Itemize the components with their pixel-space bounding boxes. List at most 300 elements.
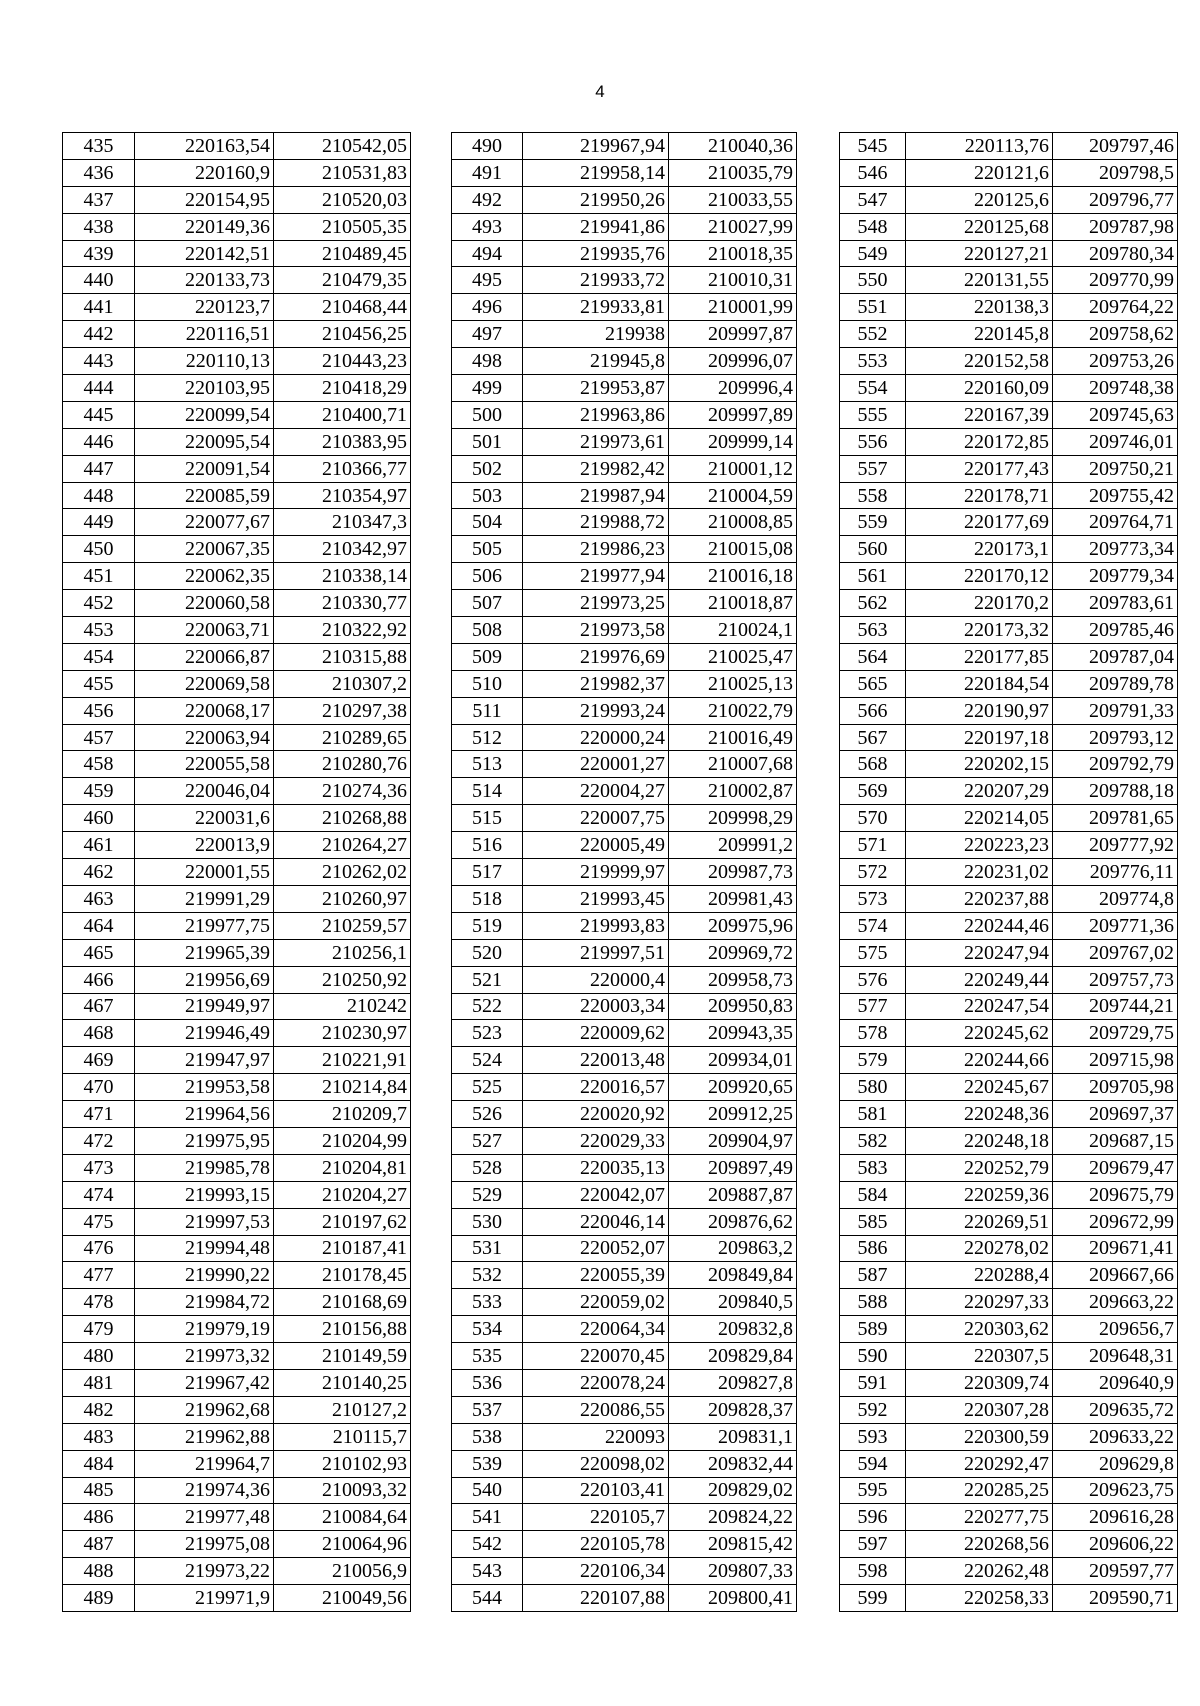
y-coordinate-cell: 210010,31 <box>669 267 797 294</box>
x-coordinate-cell: 219971,9 <box>135 1585 274 1612</box>
point-number-cell: 526 <box>452 1101 523 1128</box>
point-number-cell: 462 <box>63 859 135 886</box>
x-coordinate-cell: 220231,02 <box>906 859 1053 886</box>
y-coordinate-cell: 209950,83 <box>669 993 797 1020</box>
y-coordinate-cell: 209767,02 <box>1053 939 1178 966</box>
table-row <box>840 832 1178 859</box>
y-coordinate-cell: 210197,62 <box>274 1208 411 1235</box>
y-coordinate-cell: 209729,75 <box>1053 1020 1178 1047</box>
y-coordinate-cell: 209981,43 <box>669 885 797 912</box>
x-coordinate-cell: 219988,72 <box>523 509 669 536</box>
point-number-cell: 517 <box>452 859 523 886</box>
y-coordinate-cell: 210001,12 <box>669 455 797 482</box>
x-coordinate-cell: 220059,02 <box>523 1289 669 1316</box>
point-number-cell: 591 <box>840 1369 906 1396</box>
y-coordinate-cell: 209755,42 <box>1053 482 1178 509</box>
x-coordinate-cell: 220069,58 <box>135 670 274 697</box>
x-coordinate-cell: 220170,2 <box>906 590 1053 617</box>
point-number-cell: 495 <box>452 267 523 294</box>
table-row <box>452 348 797 375</box>
x-coordinate-cell: 220244,46 <box>906 912 1053 939</box>
y-coordinate-cell: 210204,27 <box>274 1181 411 1208</box>
x-coordinate-cell: 220288,4 <box>906 1262 1053 1289</box>
point-number-cell: 583 <box>840 1154 906 1181</box>
y-coordinate-cell: 210064,96 <box>274 1531 411 1558</box>
y-coordinate-cell: 209876,62 <box>669 1208 797 1235</box>
x-coordinate-cell: 220258,33 <box>906 1585 1053 1612</box>
x-coordinate-cell: 219953,58 <box>135 1074 274 1101</box>
x-coordinate-cell: 220307,28 <box>906 1396 1053 1423</box>
x-coordinate-cell: 219993,15 <box>135 1181 274 1208</box>
y-coordinate-cell: 209943,35 <box>669 1020 797 1047</box>
x-coordinate-cell: 220173,1 <box>906 536 1053 563</box>
point-number-cell: 542 <box>452 1531 523 1558</box>
y-coordinate-cell: 209687,15 <box>1053 1127 1178 1154</box>
point-number-cell: 510 <box>452 670 523 697</box>
x-coordinate-cell: 220105,7 <box>523 1504 669 1531</box>
y-coordinate-cell: 209672,99 <box>1053 1208 1178 1235</box>
point-number-cell: 581 <box>840 1101 906 1128</box>
table-row <box>452 1020 797 1047</box>
x-coordinate-cell: 220070,45 <box>523 1343 669 1370</box>
table-row <box>63 1396 411 1423</box>
x-coordinate-cell: 220020,92 <box>523 1101 669 1128</box>
point-number-cell: 452 <box>63 590 135 617</box>
point-number-cell: 449 <box>63 509 135 536</box>
y-coordinate-cell: 210140,25 <box>274 1369 411 1396</box>
table-row <box>452 240 797 267</box>
x-coordinate-cell: 219965,39 <box>135 939 274 966</box>
x-coordinate-cell: 220173,32 <box>906 617 1053 644</box>
table-row <box>63 670 411 697</box>
point-number-cell: 485 <box>63 1477 135 1504</box>
y-coordinate-cell: 209849,84 <box>669 1262 797 1289</box>
table-row <box>452 1289 797 1316</box>
table-row <box>63 321 411 348</box>
table-row <box>840 643 1178 670</box>
point-number-cell: 465 <box>63 939 135 966</box>
y-coordinate-cell: 209815,42 <box>669 1531 797 1558</box>
y-coordinate-cell: 209997,89 <box>669 401 797 428</box>
point-number-cell: 497 <box>452 321 523 348</box>
table-row <box>840 993 1178 1020</box>
x-coordinate-cell: 220007,75 <box>523 805 669 832</box>
point-number-cell: 488 <box>63 1558 135 1585</box>
y-coordinate-cell: 209633,22 <box>1053 1423 1178 1450</box>
y-coordinate-cell: 209597,77 <box>1053 1558 1178 1585</box>
table-row <box>840 939 1178 966</box>
x-coordinate-cell: 219974,36 <box>135 1477 274 1504</box>
y-coordinate-cell: 210040,36 <box>669 133 797 160</box>
point-number-cell: 459 <box>63 778 135 805</box>
point-number-cell: 553 <box>840 348 906 375</box>
x-coordinate-cell: 220160,9 <box>135 159 274 186</box>
y-coordinate-cell: 209764,22 <box>1053 294 1178 321</box>
point-number-cell: 503 <box>452 482 523 509</box>
x-coordinate-cell: 220131,55 <box>906 267 1053 294</box>
table-row <box>452 832 797 859</box>
point-number-cell: 448 <box>63 482 135 509</box>
table-row <box>840 375 1178 402</box>
x-coordinate-cell: 219997,51 <box>523 939 669 966</box>
table-row <box>452 1396 797 1423</box>
x-coordinate-cell: 220223,23 <box>906 832 1053 859</box>
table-row <box>840 294 1178 321</box>
y-coordinate-cell: 209832,44 <box>669 1450 797 1477</box>
table-row <box>452 1262 797 1289</box>
table-row <box>63 1316 411 1343</box>
point-number-cell: 540 <box>452 1477 523 1504</box>
x-coordinate-cell: 220029,33 <box>523 1127 669 1154</box>
x-coordinate-cell: 220042,07 <box>523 1181 669 1208</box>
point-number-cell: 546 <box>840 159 906 186</box>
y-coordinate-cell: 209781,65 <box>1053 805 1178 832</box>
y-coordinate-cell: 209771,36 <box>1053 912 1178 939</box>
point-number-cell: 471 <box>63 1101 135 1128</box>
table-row <box>840 885 1178 912</box>
y-coordinate-cell: 210007,68 <box>669 751 797 778</box>
table-row <box>63 1450 411 1477</box>
point-number-cell: 534 <box>452 1316 523 1343</box>
table-row <box>840 1181 1178 1208</box>
table-row <box>840 509 1178 536</box>
x-coordinate-cell: 219991,29 <box>135 885 274 912</box>
y-coordinate-cell: 210342,97 <box>274 536 411 563</box>
y-coordinate-cell: 210479,35 <box>274 267 411 294</box>
table-row <box>840 1101 1178 1128</box>
y-coordinate-cell: 210347,3 <box>274 509 411 536</box>
x-coordinate-cell: 220184,54 <box>906 670 1053 697</box>
x-coordinate-cell: 220052,07 <box>523 1235 669 1262</box>
table-row <box>63 213 411 240</box>
table-row <box>452 133 797 160</box>
y-coordinate-cell: 210260,97 <box>274 885 411 912</box>
table-row <box>840 1423 1178 1450</box>
point-number-cell: 593 <box>840 1423 906 1450</box>
x-coordinate-cell: 219973,22 <box>135 1558 274 1585</box>
point-number-cell: 531 <box>452 1235 523 1262</box>
x-coordinate-cell: 219938 <box>523 321 669 348</box>
table-row <box>452 186 797 213</box>
y-coordinate-cell: 209758,62 <box>1053 321 1178 348</box>
table-row <box>452 617 797 644</box>
x-coordinate-cell: 219979,19 <box>135 1316 274 1343</box>
point-number-cell: 584 <box>840 1181 906 1208</box>
point-number-cell: 508 <box>452 617 523 644</box>
point-number-cell: 568 <box>840 751 906 778</box>
x-coordinate-cell: 219977,94 <box>523 563 669 590</box>
table-row <box>840 805 1178 832</box>
x-coordinate-cell: 219956,69 <box>135 966 274 993</box>
point-number-cell: 550 <box>840 267 906 294</box>
x-coordinate-cell: 220297,33 <box>906 1289 1053 1316</box>
point-number-cell: 475 <box>63 1208 135 1235</box>
x-coordinate-cell: 220001,27 <box>523 751 669 778</box>
y-coordinate-cell: 209748,38 <box>1053 375 1178 402</box>
x-coordinate-cell: 219953,87 <box>523 375 669 402</box>
table-row <box>840 1262 1178 1289</box>
y-coordinate-cell: 210016,18 <box>669 563 797 590</box>
table-row <box>840 428 1178 455</box>
table-row <box>63 832 411 859</box>
x-coordinate-cell: 219985,78 <box>135 1154 274 1181</box>
x-coordinate-cell: 219993,24 <box>523 697 669 724</box>
point-number-cell: 480 <box>63 1343 135 1370</box>
x-coordinate-cell: 220249,44 <box>906 966 1053 993</box>
y-coordinate-cell: 209829,84 <box>669 1343 797 1370</box>
point-number-cell: 436 <box>63 159 135 186</box>
table-row <box>63 724 411 751</box>
y-coordinate-cell: 210354,97 <box>274 482 411 509</box>
table-row <box>63 697 411 724</box>
point-number-cell: 486 <box>63 1504 135 1531</box>
point-number-cell: 446 <box>63 428 135 455</box>
table-row <box>63 778 411 805</box>
x-coordinate-cell: 219973,61 <box>523 428 669 455</box>
point-number-cell: 555 <box>840 401 906 428</box>
table-row <box>840 1531 1178 1558</box>
table-row <box>452 1181 797 1208</box>
y-coordinate-cell: 209745,63 <box>1053 401 1178 428</box>
y-coordinate-cell: 209997,87 <box>669 321 797 348</box>
point-number-cell: 576 <box>840 966 906 993</box>
x-coordinate-cell: 219962,88 <box>135 1423 274 1450</box>
y-coordinate-cell: 209776,11 <box>1053 859 1178 886</box>
x-coordinate-cell: 219935,76 <box>523 240 669 267</box>
table-row <box>452 428 797 455</box>
point-number-cell: 494 <box>452 240 523 267</box>
table-row <box>840 1289 1178 1316</box>
table-row <box>63 912 411 939</box>
table-row <box>840 348 1178 375</box>
x-coordinate-cell: 220237,88 <box>906 885 1053 912</box>
x-coordinate-cell: 219941,86 <box>523 213 669 240</box>
x-coordinate-cell: 219962,68 <box>135 1396 274 1423</box>
y-coordinate-cell: 209792,79 <box>1053 751 1178 778</box>
point-number-cell: 529 <box>452 1181 523 1208</box>
point-number-cell: 472 <box>63 1127 135 1154</box>
table-row <box>452 563 797 590</box>
table-row <box>63 859 411 886</box>
table-row <box>452 1047 797 1074</box>
point-number-cell: 499 <box>452 375 523 402</box>
x-coordinate-cell: 220068,17 <box>135 697 274 724</box>
table-row <box>63 885 411 912</box>
x-coordinate-cell: 220060,58 <box>135 590 274 617</box>
point-number-cell: 514 <box>452 778 523 805</box>
y-coordinate-cell: 209832,8 <box>669 1316 797 1343</box>
y-coordinate-cell: 209606,22 <box>1053 1531 1178 1558</box>
x-coordinate-cell: 220000,24 <box>523 724 669 751</box>
y-coordinate-cell: 209787,04 <box>1053 643 1178 670</box>
point-number-cell: 481 <box>63 1369 135 1396</box>
point-number-cell: 500 <box>452 401 523 428</box>
x-coordinate-cell: 219997,53 <box>135 1208 274 1235</box>
table-row <box>63 805 411 832</box>
x-coordinate-cell: 220145,8 <box>906 321 1053 348</box>
y-coordinate-cell: 210338,14 <box>274 563 411 590</box>
y-coordinate-cell: 209996,07 <box>669 348 797 375</box>
point-number-cell: 442 <box>63 321 135 348</box>
y-coordinate-cell: 209912,25 <box>669 1101 797 1128</box>
point-number-cell: 512 <box>452 724 523 751</box>
y-coordinate-cell: 209863,2 <box>669 1235 797 1262</box>
x-coordinate-cell: 220000,4 <box>523 966 669 993</box>
x-coordinate-cell: 220062,35 <box>135 563 274 590</box>
y-coordinate-cell: 209783,61 <box>1053 590 1178 617</box>
point-number-cell: 595 <box>840 1477 906 1504</box>
table-row <box>840 1396 1178 1423</box>
table-row <box>840 536 1178 563</box>
point-number-cell: 522 <box>452 993 523 1020</box>
x-coordinate-cell: 220160,09 <box>906 375 1053 402</box>
x-coordinate-cell: 219973,58 <box>523 617 669 644</box>
x-coordinate-cell: 220067,35 <box>135 536 274 563</box>
table-row <box>63 1423 411 1450</box>
point-number-cell: 561 <box>840 563 906 590</box>
x-coordinate-cell: 220125,68 <box>906 213 1053 240</box>
x-coordinate-cell: 219990,22 <box>135 1262 274 1289</box>
table-row <box>63 159 411 186</box>
point-number-cell: 502 <box>452 455 523 482</box>
y-coordinate-cell: 209787,98 <box>1053 213 1178 240</box>
table-row <box>840 455 1178 482</box>
point-number-cell: 518 <box>452 885 523 912</box>
x-coordinate-cell: 220177,85 <box>906 643 1053 670</box>
x-coordinate-cell: 220009,62 <box>523 1020 669 1047</box>
x-coordinate-cell: 220105,78 <box>523 1531 669 1558</box>
y-coordinate-cell: 210256,1 <box>274 939 411 966</box>
table-row <box>63 1289 411 1316</box>
y-coordinate-cell: 210468,44 <box>274 294 411 321</box>
y-coordinate-cell: 210307,2 <box>274 670 411 697</box>
point-number-cell: 528 <box>452 1154 523 1181</box>
table-row <box>63 1504 411 1531</box>
y-coordinate-cell: 210187,41 <box>274 1235 411 1262</box>
point-number-cell: 453 <box>63 617 135 644</box>
table-row <box>63 1477 411 1504</box>
x-coordinate-cell: 220063,71 <box>135 617 274 644</box>
y-coordinate-cell: 210274,36 <box>274 778 411 805</box>
y-coordinate-cell: 210297,38 <box>274 697 411 724</box>
y-coordinate-cell: 209590,71 <box>1053 1585 1178 1612</box>
y-coordinate-cell: 210443,23 <box>274 348 411 375</box>
x-coordinate-cell: 220247,94 <box>906 939 1053 966</box>
x-coordinate-cell: 219986,23 <box>523 536 669 563</box>
x-coordinate-cell: 219993,83 <box>523 912 669 939</box>
table-row <box>840 1208 1178 1235</box>
x-coordinate-cell: 220214,05 <box>906 805 1053 832</box>
y-coordinate-cell: 209999,14 <box>669 428 797 455</box>
y-coordinate-cell: 209663,22 <box>1053 1289 1178 1316</box>
y-coordinate-cell: 209828,37 <box>669 1396 797 1423</box>
table-row <box>840 1127 1178 1154</box>
point-number-cell: 580 <box>840 1074 906 1101</box>
x-coordinate-cell: 220167,39 <box>906 401 1053 428</box>
table-row <box>63 455 411 482</box>
table-row <box>452 912 797 939</box>
point-number-cell: 473 <box>63 1154 135 1181</box>
y-coordinate-cell: 210178,45 <box>274 1262 411 1289</box>
point-number-cell: 527 <box>452 1127 523 1154</box>
x-coordinate-cell: 220005,49 <box>523 832 669 859</box>
x-coordinate-cell: 219984,72 <box>135 1289 274 1316</box>
table-row <box>63 1558 411 1585</box>
y-coordinate-cell: 209996,4 <box>669 375 797 402</box>
point-number-cell: 578 <box>840 1020 906 1047</box>
x-coordinate-cell: 220138,3 <box>906 294 1053 321</box>
x-coordinate-cell: 219964,56 <box>135 1101 274 1128</box>
x-coordinate-cell: 220099,54 <box>135 401 274 428</box>
point-number-cell: 469 <box>63 1047 135 1074</box>
table-row <box>452 1504 797 1531</box>
table-row <box>63 590 411 617</box>
table-row <box>63 267 411 294</box>
table-row <box>452 966 797 993</box>
y-coordinate-cell: 210025,13 <box>669 670 797 697</box>
x-coordinate-cell: 220252,79 <box>906 1154 1053 1181</box>
point-number-cell: 560 <box>840 536 906 563</box>
y-coordinate-cell: 209897,49 <box>669 1154 797 1181</box>
table-row <box>63 617 411 644</box>
table-row <box>840 133 1178 160</box>
coordinates-table-1 <box>62 132 411 1612</box>
x-coordinate-cell: 220172,85 <box>906 428 1053 455</box>
point-number-cell: 530 <box>452 1208 523 1235</box>
table-row <box>63 1127 411 1154</box>
y-coordinate-cell: 209800,41 <box>669 1585 797 1612</box>
point-number-cell: 551 <box>840 294 906 321</box>
table-row <box>63 751 411 778</box>
table-row <box>63 186 411 213</box>
x-coordinate-cell: 220078,24 <box>523 1369 669 1396</box>
point-number-cell: 440 <box>63 267 135 294</box>
point-number-cell: 589 <box>840 1316 906 1343</box>
table-row <box>840 213 1178 240</box>
y-coordinate-cell: 210127,2 <box>274 1396 411 1423</box>
point-number-cell: 525 <box>452 1074 523 1101</box>
x-coordinate-cell: 220262,48 <box>906 1558 1053 1585</box>
table-row <box>63 428 411 455</box>
x-coordinate-cell: 220035,13 <box>523 1154 669 1181</box>
x-coordinate-cell: 219993,45 <box>523 885 669 912</box>
table-row <box>452 1101 797 1128</box>
x-coordinate-cell: 220127,21 <box>906 240 1053 267</box>
y-coordinate-cell: 209785,46 <box>1053 617 1178 644</box>
table-row <box>452 1450 797 1477</box>
y-coordinate-cell: 210264,27 <box>274 832 411 859</box>
table-row <box>452 778 797 805</box>
point-number-cell: 437 <box>63 186 135 213</box>
y-coordinate-cell: 209764,71 <box>1053 509 1178 536</box>
x-coordinate-cell: 219949,97 <box>135 993 274 1020</box>
y-coordinate-cell: 210209,7 <box>274 1101 411 1128</box>
y-coordinate-cell: 210383,95 <box>274 428 411 455</box>
point-number-cell: 521 <box>452 966 523 993</box>
y-coordinate-cell: 209788,18 <box>1053 778 1178 805</box>
table-row <box>63 1074 411 1101</box>
table-row <box>840 321 1178 348</box>
y-coordinate-cell: 210204,81 <box>274 1154 411 1181</box>
table-row <box>840 267 1178 294</box>
point-number-cell: 501 <box>452 428 523 455</box>
table-row <box>452 1585 797 1612</box>
y-coordinate-cell: 210056,9 <box>274 1558 411 1585</box>
point-number-cell: 483 <box>63 1423 135 1450</box>
x-coordinate-cell: 219994,48 <box>135 1235 274 1262</box>
x-coordinate-cell: 220091,54 <box>135 455 274 482</box>
point-number-cell: 567 <box>840 724 906 751</box>
